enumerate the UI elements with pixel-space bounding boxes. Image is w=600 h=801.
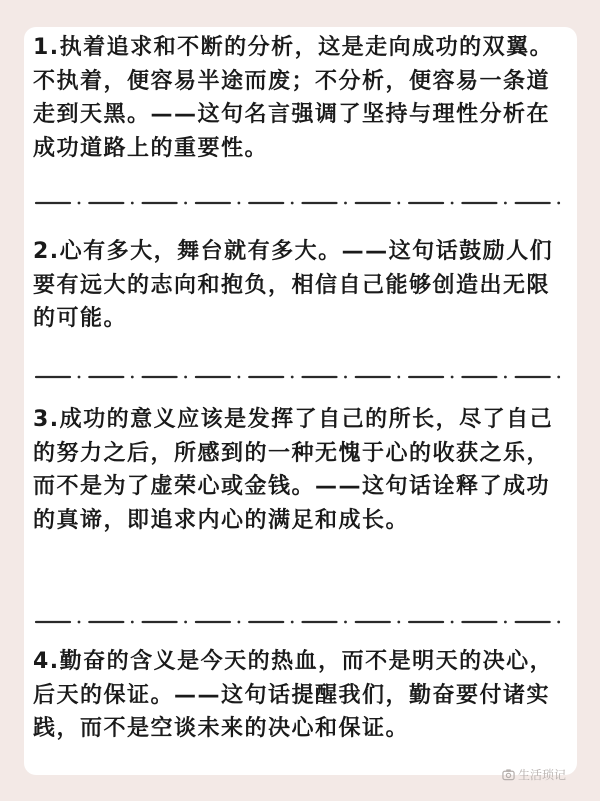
divider-dot: [504, 621, 507, 624]
divider-dot: [451, 202, 454, 205]
divider-dot: [504, 202, 507, 205]
divider-dot: [238, 202, 241, 205]
divider-dot: [344, 202, 347, 205]
divider-dot: [557, 376, 560, 379]
divider-dot: [184, 376, 187, 379]
camera-icon: [502, 768, 515, 781]
dash-dot-divider: [34, 619, 567, 625]
watermark: [502, 766, 566, 783]
quote-paragraph-2: 2.心有多大，舞台就有多大。——这句话鼓励人们要有远大的志向和抱负，相信自己能够创造出无限的可能。: [33, 239, 554, 331]
divider-dot: [238, 376, 241, 379]
quote-paragraph-3: 3.成功的意义应该是发挥了自己的所长，尽了自己的努力之后，所感到的一种无愧于心的收获之乐，而不是为了虚荣心或金钱。——这句话诠释了成功的真谛，即追求内心的满足和成长。: [33, 407, 554, 533]
divider-dot: [291, 621, 294, 624]
dash-dot-divider: [34, 200, 567, 206]
divider-dot: [131, 376, 134, 379]
quote-paragraph-1: 1.执着追求和不断的分析，这是走向成功的双翼。不执着，便容易半途而废；不分析，便容易一条道走到天黑。——这句名言强调了坚持与理性分析在成功道路上的重要性。: [33, 35, 554, 161]
divider-dot: [238, 621, 241, 624]
divider-dot: [184, 621, 187, 624]
divider-dot: [291, 202, 294, 205]
divider-dot: [131, 202, 134, 205]
divider-dot: [78, 376, 81, 379]
quote-paragraph-4: 4.勤奋的含义是今天的热血，而不是明天的决心，后天的保证。——这句话提醒我们，勤奋要付诸实践，而不是空谈未来的决心和保证。: [33, 649, 554, 741]
divider-dot: [78, 202, 81, 205]
divider-dot: [344, 621, 347, 624]
divider-dot: [557, 621, 560, 624]
divider-dot: [397, 621, 400, 624]
divider-dot: [397, 376, 400, 379]
divider-dot: [451, 621, 454, 624]
divider-dot: [557, 202, 560, 205]
watermark-text: 生活琐记: [517, 768, 566, 782]
divider-dot: [344, 376, 347, 379]
divider-dot: [184, 202, 187, 205]
divider-dot: [78, 621, 81, 624]
divider-dot: [291, 376, 294, 379]
content-card: [24, 27, 577, 775]
divider-dot: [504, 376, 507, 379]
divider-dot: [397, 202, 400, 205]
divider-dot: [451, 376, 454, 379]
dash-dot-divider: [34, 374, 567, 380]
divider-dot: [131, 621, 134, 624]
